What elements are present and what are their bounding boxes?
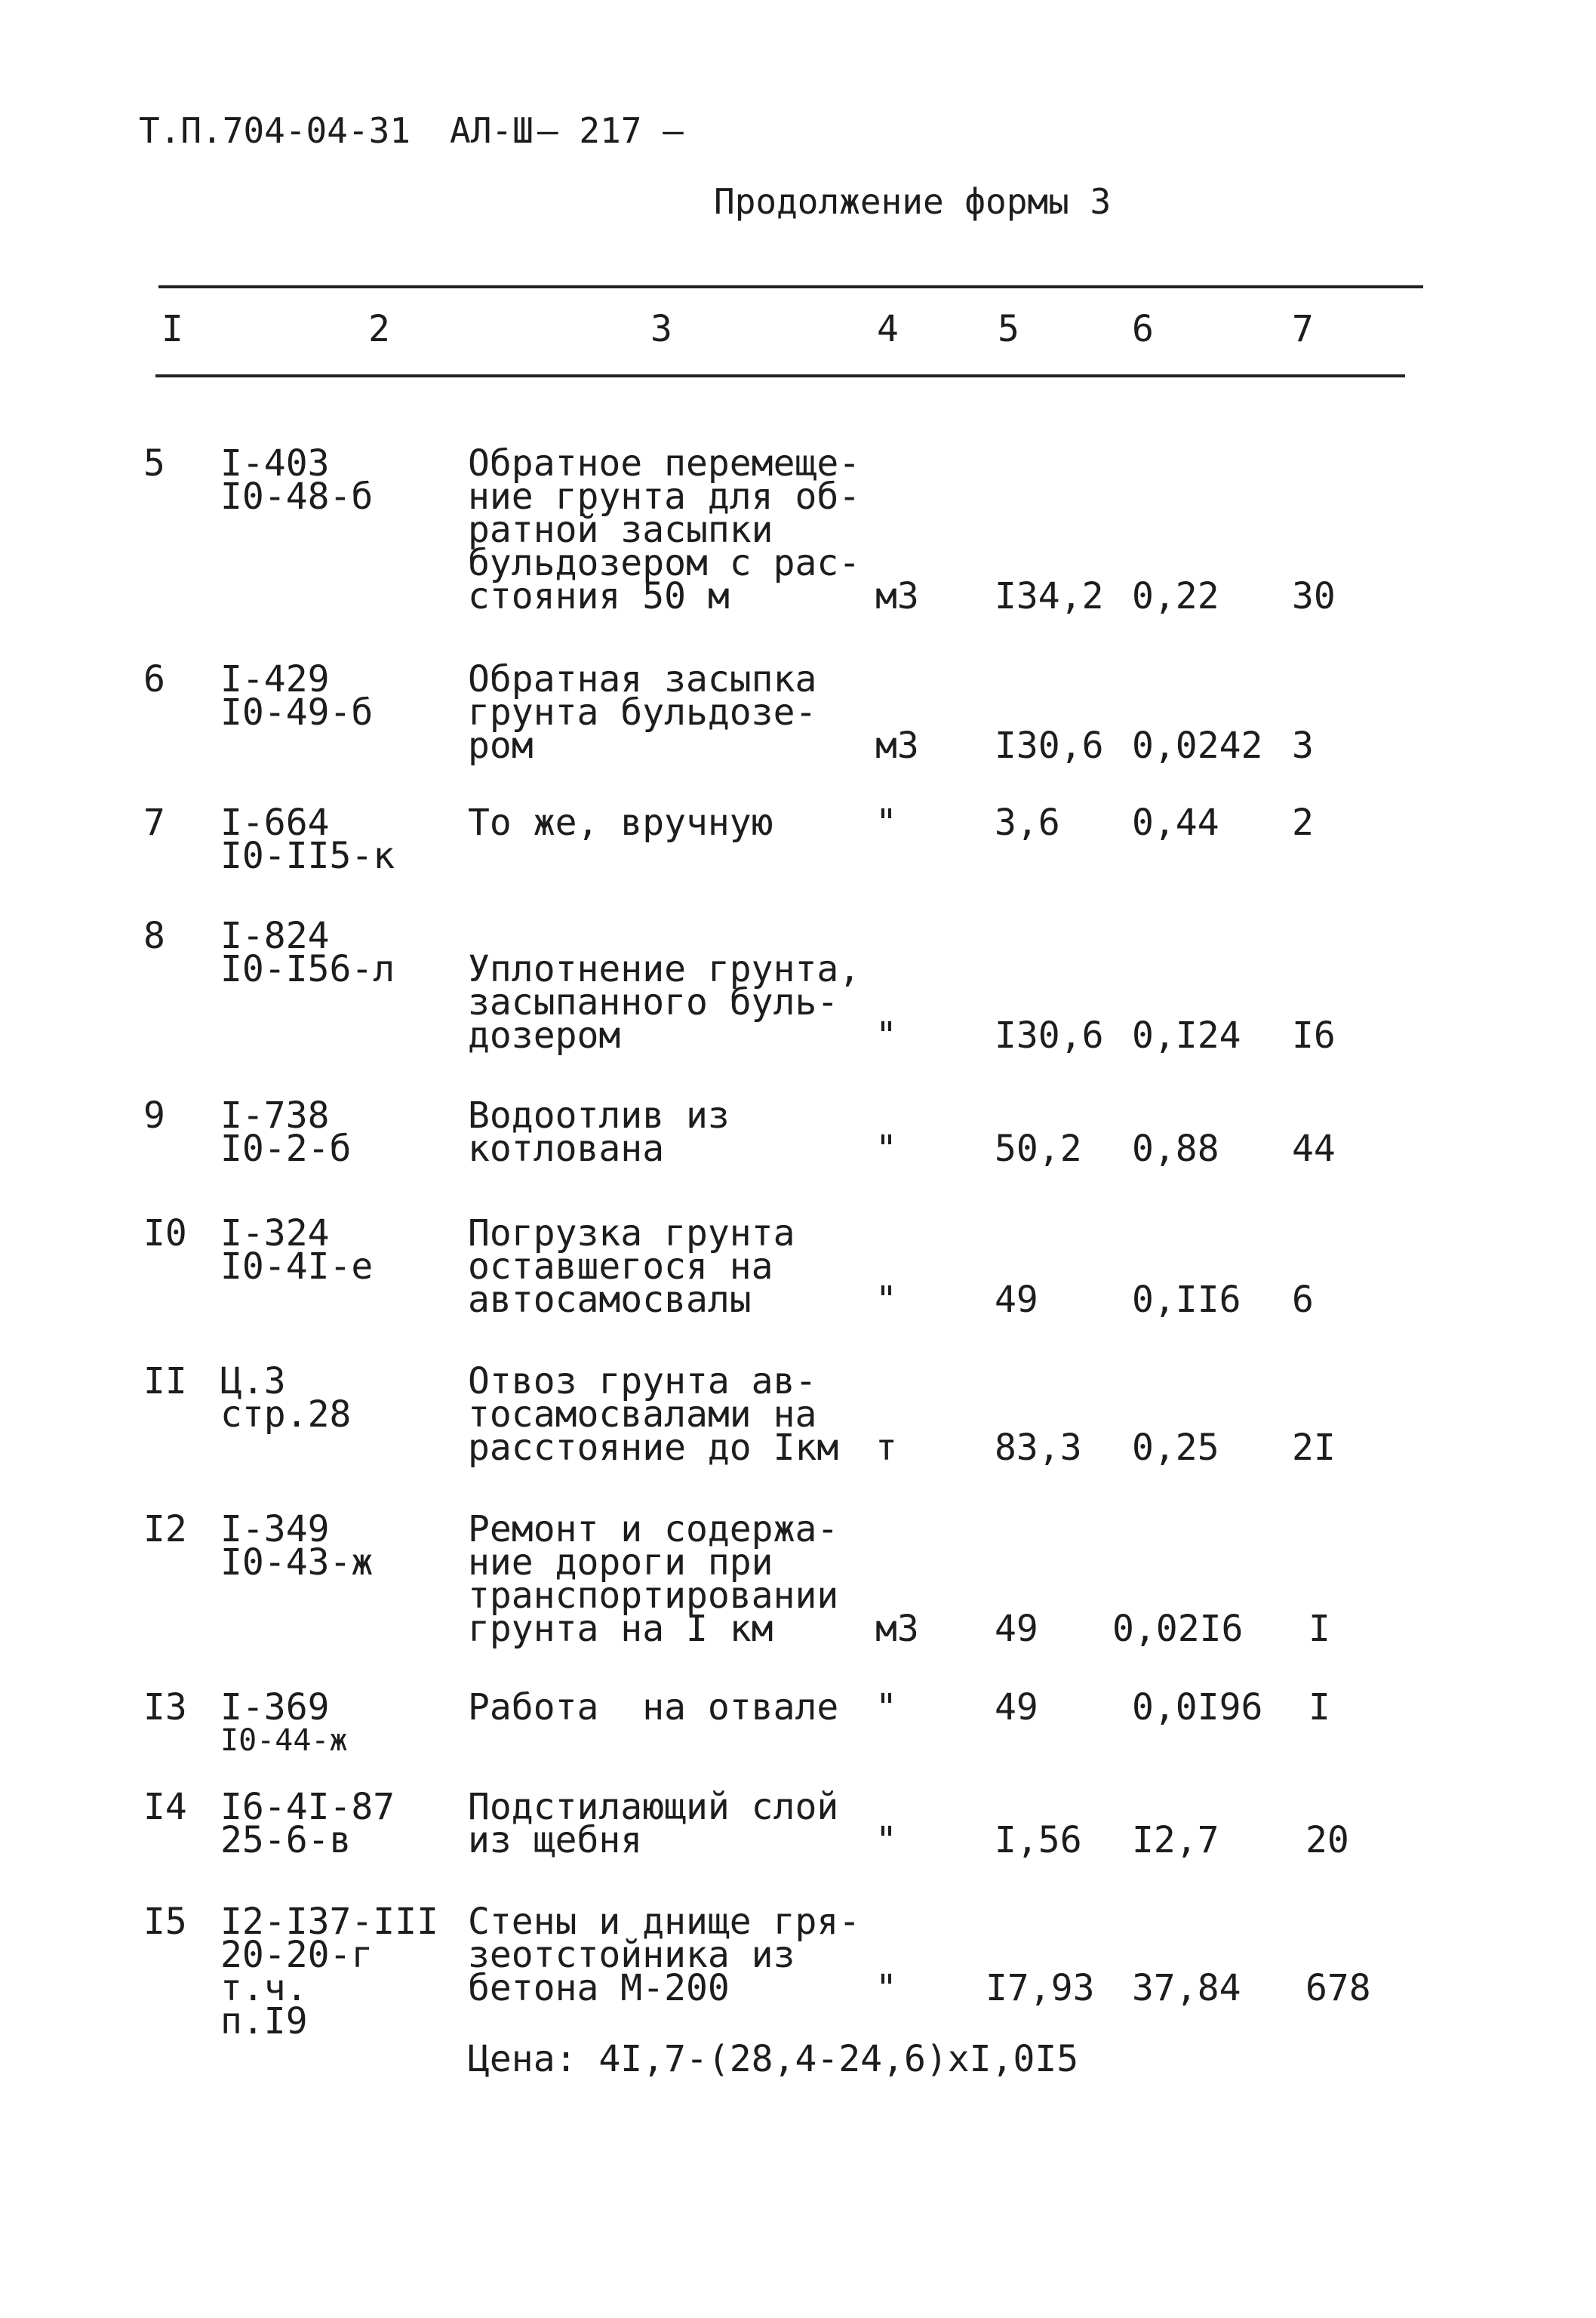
unit: " bbox=[875, 1819, 897, 1861]
row-number: 7 bbox=[143, 802, 165, 844]
work-description: Ремонт и содержа- ние дороги при транспортировании грунта на I км bbox=[468, 1508, 839, 1650]
unit: м3 bbox=[875, 575, 919, 617]
norm-code: I-403 I0-48-б bbox=[220, 442, 374, 518]
total: I bbox=[1308, 1608, 1330, 1650]
work-description: Уплотнение грунта, засыпанного буль- дозером bbox=[468, 948, 861, 1057]
row-number: II bbox=[143, 1360, 187, 1402]
continuation-title: Продолжение формы 3 bbox=[714, 181, 1112, 222]
norm-code: I2-I37-III 20-20-г т.ч. п.I9 bbox=[220, 1901, 438, 2042]
work-description: Обратное перемеще- ние грунта для об- ратной засыпки бульдозером с рас- стояния 50 м bbox=[468, 442, 861, 617]
unit: м3 bbox=[875, 725, 919, 767]
unit-rate: 0,88 bbox=[1132, 1128, 1219, 1170]
total: I6 bbox=[1292, 1014, 1336, 1057]
work-description: Отвоз грунта ав- тосамосвалами на расстояние до Iкм bbox=[468, 1360, 839, 1469]
unit: м3 bbox=[875, 1608, 919, 1650]
section-code: АЛ-Ш bbox=[450, 110, 534, 151]
work-description: Стены и днище гря- зеотстойника из бетона М-200 bbox=[468, 1901, 861, 2009]
norm-code: I-349 I0-43-ж bbox=[220, 1508, 374, 1584]
column-header-2: 2 bbox=[368, 308, 390, 350]
total: 2 bbox=[1292, 802, 1314, 844]
unit: " bbox=[875, 1128, 897, 1170]
unit: " bbox=[875, 802, 897, 844]
work-description: То же, вручную bbox=[468, 802, 773, 844]
quantity: 49 bbox=[995, 1608, 1038, 1650]
norm-code: I-824 I0-I56-л bbox=[220, 915, 395, 990]
unit: " bbox=[875, 1686, 897, 1728]
unit-rate: 37,84 bbox=[1132, 1967, 1241, 2009]
row-number: I4 bbox=[143, 1786, 187, 1828]
row-number: 6 bbox=[143, 658, 165, 700]
column-header-3: 3 bbox=[650, 308, 672, 350]
unit: т bbox=[875, 1427, 897, 1469]
work-description: Водоотлив из котлована bbox=[468, 1094, 730, 1170]
quantity: I30,6 bbox=[995, 725, 1104, 767]
norm-code: I-324 I0-4I-е bbox=[220, 1212, 374, 1288]
total: 2I bbox=[1292, 1427, 1336, 1469]
column-header-5: 5 bbox=[998, 308, 1019, 350]
norm-code: I-369 I0-44-ж bbox=[220, 1686, 348, 1758]
quantity: I30,6 bbox=[995, 1014, 1104, 1057]
total: 3 bbox=[1292, 725, 1314, 767]
quantity: 49 bbox=[995, 1686, 1038, 1728]
norm-code: I-738 I0-2-б bbox=[220, 1094, 352, 1170]
unit-rate: I2,7 bbox=[1132, 1819, 1219, 1861]
quantity: I34,2 bbox=[995, 575, 1104, 617]
row-number: I2 bbox=[143, 1508, 187, 1550]
norm-code: I6-4I-87 25-6-в bbox=[220, 1786, 395, 1861]
norm-code: Ц.3 стр.28 bbox=[220, 1360, 352, 1436]
total: 678 bbox=[1305, 1967, 1371, 2009]
total: 30 bbox=[1292, 575, 1336, 617]
table-header-rule bbox=[155, 374, 1405, 377]
unit: " bbox=[875, 1014, 897, 1057]
unit-rate: 0,I24 bbox=[1132, 1014, 1241, 1057]
work-description: Подстилающий слой из щебня bbox=[468, 1786, 839, 1861]
column-header-4: 4 bbox=[877, 308, 899, 350]
work-description: Обратная засыпка грунта бульдозе- ром bbox=[468, 658, 817, 767]
price-formula: Цена: 4I,7-(28,4-24,6)хI,0I5 bbox=[468, 2038, 1079, 2080]
unit-rate: 0,22 bbox=[1132, 575, 1219, 617]
row-number: I5 bbox=[143, 1901, 187, 1943]
row-number: 5 bbox=[143, 442, 165, 485]
unit-rate: 0,0I96 bbox=[1132, 1686, 1263, 1728]
unit-rate: 0,0242 bbox=[1132, 725, 1263, 767]
unit-rate: 0,25 bbox=[1132, 1427, 1219, 1469]
norm-code: I-664 I0-II5-к bbox=[220, 802, 395, 877]
work-description: Работа на отвале bbox=[468, 1686, 839, 1728]
unit-rate: 0,II6 bbox=[1132, 1279, 1241, 1321]
row-number: I0 bbox=[143, 1212, 187, 1254]
total: 6 bbox=[1292, 1279, 1314, 1321]
unit-rate: 0,44 bbox=[1132, 802, 1219, 844]
quantity: 50,2 bbox=[995, 1128, 1082, 1170]
total: 20 bbox=[1305, 1819, 1349, 1861]
work-description: Погрузка грунта оставшегося на автосамосвалы bbox=[468, 1212, 795, 1321]
total: 44 bbox=[1292, 1128, 1336, 1170]
total: I bbox=[1308, 1686, 1330, 1728]
row-number: 8 bbox=[143, 915, 165, 957]
quantity: 3,6 bbox=[995, 802, 1060, 844]
row-number: 9 bbox=[143, 1094, 165, 1137]
column-header-6: 6 bbox=[1132, 308, 1154, 350]
row-number: I3 bbox=[143, 1686, 187, 1728]
quantity: I,56 bbox=[995, 1819, 1082, 1861]
table-top-rule bbox=[158, 285, 1423, 288]
quantity: 83,3 bbox=[995, 1427, 1082, 1469]
unit-rate: 0,02I6 bbox=[1112, 1608, 1244, 1650]
unit: " bbox=[875, 1967, 897, 2009]
unit: " bbox=[875, 1279, 897, 1321]
norm-code: I-429 I0-49-б bbox=[220, 658, 374, 734]
quantity: I7,93 bbox=[986, 1967, 1095, 2009]
quantity: 49 bbox=[995, 1279, 1038, 1321]
doc-code: Т.П.704-04-31 bbox=[139, 110, 411, 151]
column-header-1: I bbox=[161, 308, 183, 350]
column-header-7: 7 bbox=[1292, 308, 1314, 350]
page-number: — 217 — bbox=[537, 110, 684, 151]
